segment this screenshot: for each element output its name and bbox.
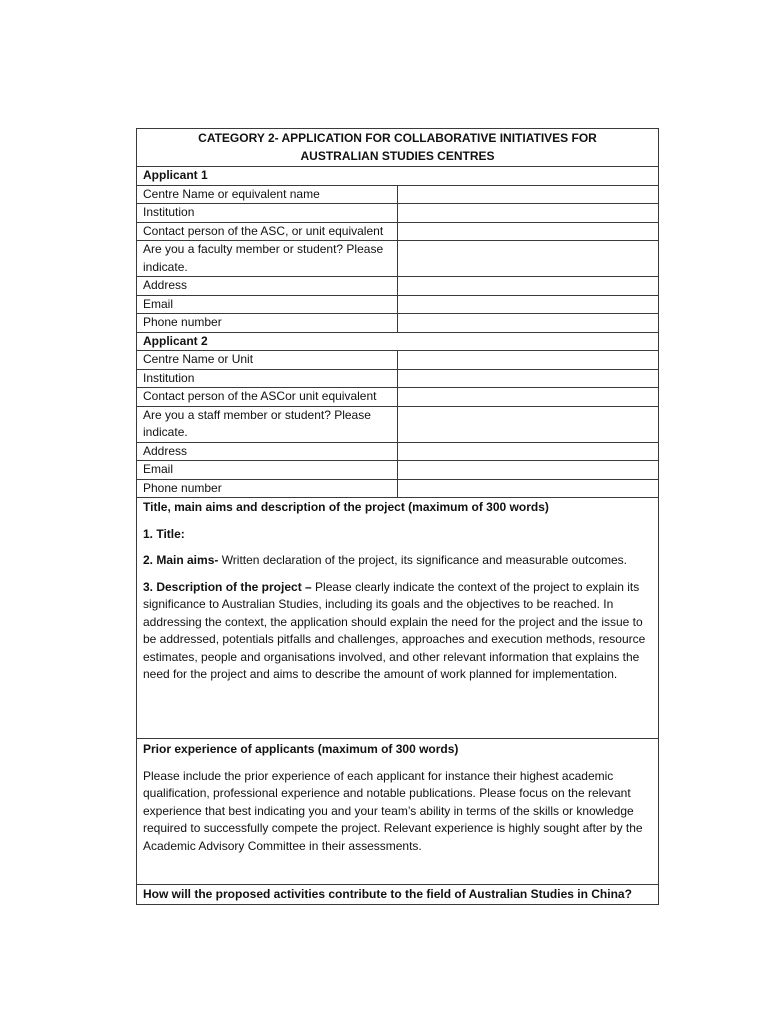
applicant1-institution-field[interactable]: [398, 204, 659, 223]
form-row: [137, 388, 659, 407]
applicant1-heading-row: [137, 167, 659, 186]
project-description-text: Please clearly indicate the context of the project to explain its significance to Australian Studies, including its goals and the objectives to be reached. In addressing the context, the application should explain the need for the project and the issue to be addressed, potentials pitfalls and challenges, approaches and execution methods, resource estimates, people and organisations involved, and other relevant information that explains the need for the project and aims to describe the amount of work planned for implementation.: [143, 579, 646, 681]
project-description-label: 3. Description of the project –: [143, 579, 312, 594]
applicant2-heading-row: [137, 332, 659, 351]
applicant2-centre-name-field[interactable]: [398, 351, 659, 370]
form-row: [137, 185, 659, 204]
form-row: [137, 369, 659, 388]
project-description-field[interactable]: [137, 498, 659, 739]
applicant1-centre-name-field[interactable]: [398, 185, 659, 204]
application-form: [136, 128, 659, 905]
field-label: Phone number: [137, 314, 398, 333]
field-label: Contact person of the ASCor unit equivalent: [137, 388, 398, 407]
prior-experience-field[interactable]: [137, 739, 659, 885]
form-row: [137, 204, 659, 223]
field-label: Address: [137, 442, 398, 461]
field-label: Centre Name or Unit: [137, 351, 398, 370]
form-row: [137, 314, 659, 333]
form-row: [137, 442, 659, 461]
field-label: Centre Name or equivalent name: [137, 185, 398, 204]
applicant2-contact-person-field[interactable]: [398, 388, 659, 407]
applicant1-role-field[interactable]: [398, 241, 659, 277]
project-row: [137, 498, 659, 739]
field-label: Are you a staff member or student? Please indicate.: [137, 406, 398, 442]
form-row: [137, 277, 659, 296]
project-aims-label: 2. Main aims-: [143, 553, 219, 567]
form-row: [137, 222, 659, 241]
form-row: [137, 241, 659, 277]
applicant1-address-field[interactable]: [398, 277, 659, 296]
form-title-row: [137, 129, 659, 167]
applicant2-institution-field[interactable]: [398, 369, 659, 388]
form-table: [136, 128, 659, 905]
project-aims-text: Written declaration of the project, its significance and measurable outcomes.: [218, 553, 628, 567]
applicant2-phone-field[interactable]: [398, 479, 659, 498]
form-title-line1: CATEGORY 2- APPLICATION FOR COLLABORATIVE INITIATIVES FOR: [198, 131, 597, 145]
field-label: Email: [137, 295, 398, 314]
field-label: Institution: [137, 204, 398, 223]
applicant2-heading: Applicant 2: [137, 332, 659, 351]
project-description: [143, 579, 652, 684]
applicant2-address-field[interactable]: [398, 442, 659, 461]
form-title: [137, 129, 659, 167]
applicant1-phone-field[interactable]: [398, 314, 659, 333]
field-label: Address: [137, 277, 398, 296]
project-title-label: 1. Title:: [143, 526, 185, 541]
contribution-row: [137, 885, 659, 905]
form-row: [137, 479, 659, 498]
prior-experience-text: Please include the prior experience of each applicant for instance their highest academic qualification, professional experience and notable publications. Please focus on the relevant experience that best indicating you and your team’s ability in terms of the skills or knowledge required to successfully compete the project. Relevant experience is highly sought after by the Academic Advisory Committee in their assessments.: [143, 768, 643, 853]
prior-experience-row: [137, 739, 659, 885]
form-row: [137, 295, 659, 314]
contribution-heading[interactable]: How will the proposed activities contribute to the field of Australian Studies in China?: [137, 885, 659, 905]
field-label: Phone number: [137, 479, 398, 498]
applicant1-contact-person-field[interactable]: [398, 222, 659, 241]
field-label: Are you a faculty member or student? Please indicate.: [137, 241, 398, 277]
prior-experience-heading: Prior experience of applicants (maximum of 300 words): [143, 742, 459, 756]
form-row: [137, 461, 659, 480]
applicant2-email-field[interactable]: [398, 461, 659, 480]
applicant1-heading: Applicant 1: [137, 167, 659, 186]
field-label: Email: [137, 461, 398, 480]
project-heading: Title, main aims and description of the project (maximum of 300 words): [143, 500, 549, 514]
field-label: Contact person of the ASC, or unit equivalent: [137, 222, 398, 241]
form-row: [137, 351, 659, 370]
field-label: Institution: [137, 369, 398, 388]
applicant1-email-field[interactable]: [398, 295, 659, 314]
form-row: [137, 406, 659, 442]
project-aims: [143, 552, 652, 570]
applicant2-role-field[interactable]: [398, 406, 659, 442]
form-title-line2: AUSTRALIAN STUDIES CENTRES: [300, 148, 495, 163]
